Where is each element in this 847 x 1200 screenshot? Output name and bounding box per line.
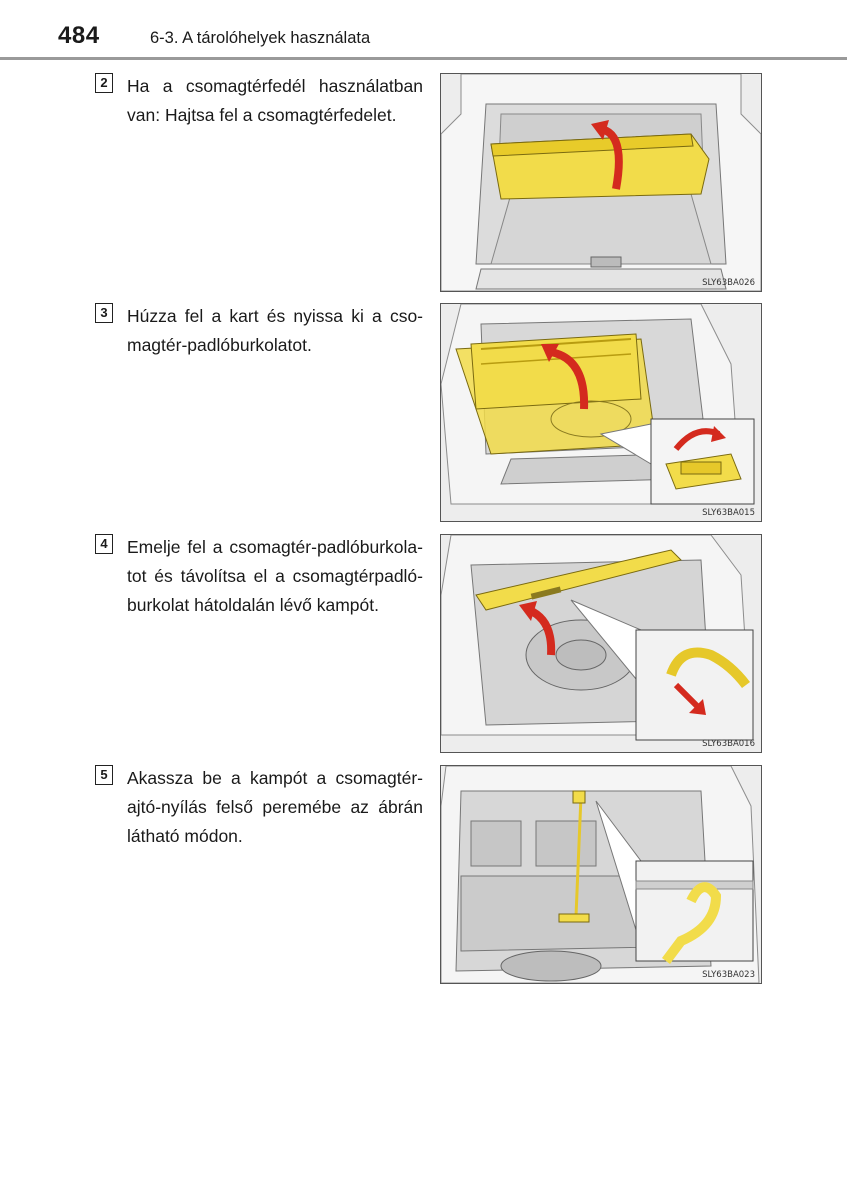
- figure-code: SLY63BA026: [702, 278, 755, 288]
- page-header: [0, 0, 847, 60]
- deck-board-illustration: [441, 304, 761, 521]
- step-number: 5: [95, 765, 113, 785]
- step-number: 2: [95, 73, 113, 93]
- section-title: 6-3. A tárolóhelyek használata: [150, 29, 371, 47]
- hook-detail-inset: [636, 630, 753, 740]
- hook-attach-illustration: [441, 766, 761, 983]
- step-number: 4: [95, 534, 113, 554]
- figure-code: SLY63BA015: [702, 508, 755, 518]
- figure-code: SLY63BA016: [702, 739, 755, 749]
- cargo-cover-illustration: [441, 74, 761, 291]
- step-text: Akassza be a kampót a csomagtérajtó-nyílás felső peremébe az ábrán látható módon.: [127, 768, 423, 846]
- step-text: Ha a csomagtérfedél használatban van: Hajtsa fel a csomagtérfedelet.: [127, 76, 423, 125]
- hook-attach-detail-inset: [636, 861, 753, 961]
- hook-removal-illustration: [441, 535, 761, 752]
- figure-hook-removal: [440, 534, 762, 753]
- step-text: Húzza fel a kart és nyissa ki a csomagtér-padlóburkolatot.: [127, 306, 423, 355]
- header-divider: [0, 57, 847, 60]
- step-number: 3: [95, 303, 113, 323]
- figure-deck-board: [440, 303, 762, 522]
- step-text: Emelje fel a csomagtér-padlóburkolatot és távolítsa el a csomagtérpadlóburkolat hátoldalán lévő kampót.: [127, 537, 423, 615]
- figure-hook-attach: [440, 765, 762, 984]
- figure-cargo-cover: [440, 73, 762, 292]
- page-number: 484: [58, 22, 100, 49]
- figure-code: SLY63BA023: [702, 970, 755, 980]
